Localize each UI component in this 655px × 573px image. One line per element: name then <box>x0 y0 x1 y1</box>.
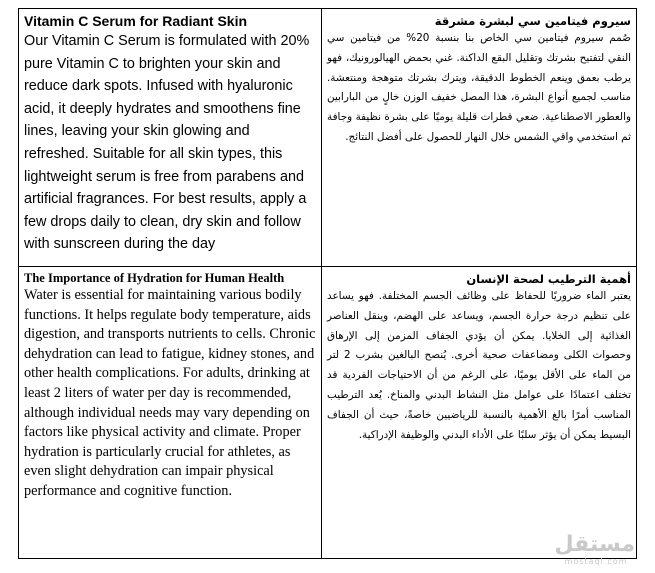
vitamin-c-title-en: Vitamin C Serum for Radiant Skin <box>24 13 248 29</box>
table-row-hydration <box>19 267 637 559</box>
hydration-body-en: Water is essential for maintaining various bodily functions. It helps regulate body temperature, aids digestion, and transports nutrients to cells. Chronic dehydration can lead to fatigue, kidney stones, and other health complications. For adults, drinking at least 2 liters of water per day is recommended, although individual needs may vary depending on factors like physical activity and climate. Proper hydration is particularly crucial for athletes, as even slight dehydration can impair physical performance and cognitive function. <box>24 287 316 499</box>
mostaql-watermark <box>554 532 635 569</box>
table-row-vitamin-c <box>19 9 637 267</box>
watermark-logo-text: مستقل <box>554 532 635 557</box>
cell-vitamin-c-english <box>19 9 322 267</box>
bilingual-content-table <box>18 8 637 559</box>
vitamin-c-title-ar: سيروم فيتامين سي لبشرة مشرقة <box>434 14 631 28</box>
vitamin-c-body-ar: صُمم سيروم فيتامين سي الخاص بنا بنسبة 20% من فيتامين سي النقي لتفتيح بشرتك وتقليل البقع الداكنة. غني بحمض الهيالورونيك، فهو يرطب بعمق وينعم الخطوط الدقيقة، ويترك بشرتك متوهجة ومنتعشة. مناسب لجميع أنواع البشرة، هذا المصل خفيف الوزن خالٍ من البارابين والعطور الاصطناعية. ضعي قطرات قليلة يوميًا على بشرة نظيفة وجافة ثم استخدمي واقي الشمس خلال النهار للحصول على أفضل النتائج. <box>327 32 631 143</box>
hydration-title-ar: أهمية الترطيب لصحة الإنسان <box>466 272 631 286</box>
cell-hydration-arabic <box>322 267 637 559</box>
cell-vitamin-c-arabic <box>322 9 637 267</box>
watermark-domain: mostaql.com <box>564 557 628 566</box>
cell-hydration-english <box>19 267 322 559</box>
vitamin-c-body-en: Our Vitamin C Serum is formulated with 20% pure Vitamin C to brighten your skin and reduce dark spots. Infused with hyaluronic acid, it deeply hydrates and smoothens fine lines, leaving your skin glowing and refreshed. Suitable for all skin types, this lightweight serum is free from parabens and artificial fragrances. For best results, apply a few drops daily to clean, dry skin and follow with sunscreen during the day <box>24 33 310 253</box>
hydration-body-ar: يعتبر الماء ضروريًا للحفاظ على وظائف الجسم المختلفة. فهو يساعد على تنظيم درجة حرارة الجسم، ويساعد على الهضم، وينقل العناصر الغذائية إلى الخلايا. يمكن أن يؤدي الجفاف المزمن إلى الإرهاق وحصوات الكلى ومضاعفات صحية أخرى. يُنصح البالغين بشرب 2 لتر من الماء على الأقل يوميًا، على الرغم من أن الاحتياجات الفردية قد تختلف اعتمادًا على عوامل مثل النشاط البدني والمناخ. يُعد الترطيب المناسب أمرًا بالغ الأهمية بالنسبة للرياضيين خاصةً، حيث أن الجفاف البسيط يمكن أن يؤثر سلبًا على الأداء البدني والوظيفة الإدراكية. <box>327 290 631 441</box>
hydration-title-en: The Importance of Hydration for Human Health <box>24 271 285 285</box>
